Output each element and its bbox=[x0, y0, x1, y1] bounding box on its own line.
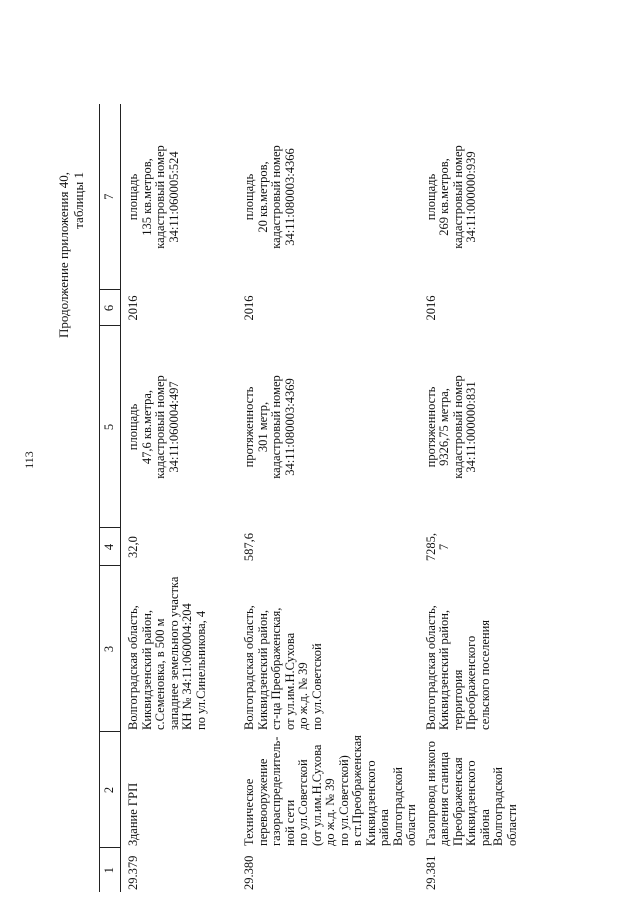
cell-text-line: 135 кв.метров, bbox=[139, 158, 154, 236]
cell-text-line: 34:11:060004:497 bbox=[166, 381, 181, 473]
cell-text-line: 269 кв.метров, bbox=[437, 158, 451, 236]
column-header: 6 bbox=[100, 290, 121, 326]
cell-text-line: до ж.д. № 39 bbox=[296, 662, 310, 730]
land-plot-cell bbox=[419, 104, 539, 290]
cell-text-line: Киквидзенский район, bbox=[437, 609, 451, 730]
table-row bbox=[121, 104, 238, 892]
cell-text-line: Преображенская bbox=[450, 757, 465, 846]
characteristic-cell bbox=[419, 326, 539, 528]
cell-text-line: площадь bbox=[126, 173, 140, 221]
cell-text-line: площадь bbox=[242, 173, 256, 221]
cell-text-line: Техническое bbox=[242, 778, 256, 846]
cell-text-line: в ст.Преображенская bbox=[350, 735, 364, 846]
cell-text-line: Волгоградская область, bbox=[423, 605, 438, 730]
row-number-cell: 29.381 bbox=[423, 855, 438, 890]
year-cell: 2016 bbox=[423, 295, 438, 321]
value-cell: 587,6 bbox=[242, 532, 256, 562]
location-cell bbox=[237, 566, 419, 732]
caption-line-1: Продолжение приложения 40, bbox=[56, 172, 71, 339]
cell-text-line: 301 метр, bbox=[255, 401, 270, 453]
cell-text-line: 47,6 кв.метра, bbox=[139, 389, 154, 465]
land-plot-cell bbox=[237, 104, 419, 290]
object-name-cell bbox=[121, 732, 238, 848]
column-header: 2 bbox=[100, 732, 121, 848]
value-cell: 7285,7 bbox=[423, 532, 451, 562]
column-header: 4 bbox=[100, 528, 121, 566]
object-name-cell bbox=[419, 732, 539, 848]
column-header: 3 bbox=[100, 566, 121, 732]
cell-text-line: кадастровый номер bbox=[153, 375, 167, 479]
caption-line-2: таблицы 1 bbox=[71, 172, 86, 229]
year-cell: 2016 bbox=[126, 295, 140, 321]
row-number-cell: 29.379 bbox=[126, 855, 140, 890]
cell-text-line: Здание ГРП bbox=[126, 782, 140, 846]
table-body bbox=[121, 104, 539, 892]
cell-text-line: 34:11:000000:831 bbox=[464, 381, 478, 473]
cell-text-line: сельского поселения bbox=[477, 619, 492, 730]
cell-text-line: площадь bbox=[423, 173, 438, 221]
cell-text-line: Киквидзенский район, bbox=[255, 609, 270, 730]
location-cell bbox=[419, 566, 539, 732]
cell-text-line: района bbox=[477, 809, 492, 846]
cell-text-line: до ж.д. № 39 bbox=[323, 778, 337, 846]
cell-text-line: кадастровый номер bbox=[450, 145, 465, 249]
cell-text-line: по ул.Советской bbox=[296, 759, 310, 846]
cell-text-line: по ул.Синельникова, 4 bbox=[193, 610, 208, 730]
cell-text-line: 34:11:060005:524 bbox=[166, 151, 181, 243]
cell-text-line: ной сети bbox=[282, 799, 297, 846]
cell-text-line: западнее земельного участка bbox=[166, 576, 181, 730]
table-row bbox=[419, 104, 539, 892]
land-plot-cell bbox=[121, 104, 238, 290]
cell-text-line: Киквидзенского bbox=[464, 760, 478, 846]
rotated-page-content bbox=[50, 100, 600, 900]
row-number-cell: 29.380 bbox=[242, 855, 256, 890]
cell-text-line: кадастровый номер bbox=[153, 145, 167, 249]
location-cell bbox=[121, 566, 238, 732]
cell-text-line: протяженность bbox=[242, 386, 256, 468]
column-header: 5 bbox=[100, 326, 121, 528]
cell-text-line: Газопровод низкого bbox=[423, 740, 438, 846]
cell-text-line: КН № 34:11:060004:204 bbox=[180, 603, 194, 730]
characteristic-cell bbox=[237, 326, 419, 528]
cell-text-line: ст-ца Преображенская, bbox=[269, 607, 283, 730]
object-name-cell bbox=[237, 732, 419, 848]
cell-text-line: 9326,75 метра, bbox=[437, 388, 451, 466]
cell-text-line: 34:11:080003:4366 bbox=[282, 148, 297, 246]
property-table bbox=[99, 104, 539, 892]
cell-text-line: территория bbox=[450, 669, 465, 730]
cell-text-line: района bbox=[377, 809, 391, 846]
cell-text-line: перевооружение bbox=[255, 758, 270, 846]
cell-text-line: Преображенского bbox=[464, 635, 478, 730]
cell-text-line: 34:11:000000:939 bbox=[464, 151, 478, 243]
cell-text-line: кадастровый номер bbox=[269, 145, 283, 249]
cell-text-line: 20 кв.метров, bbox=[255, 161, 270, 233]
table-row bbox=[237, 104, 419, 892]
year-cell: 2016 bbox=[242, 295, 256, 321]
cell-text-line: от ул.им.Н.Сухова bbox=[282, 632, 297, 730]
cell-text-line: Волгоградская область, bbox=[242, 605, 256, 730]
cell-text-line: кадастровый номер bbox=[450, 375, 465, 479]
cell-text-line: 34:11:080003:4369 bbox=[282, 378, 297, 476]
cell-text-line: по ул.Советской bbox=[309, 643, 324, 730]
table-caption bbox=[56, 172, 86, 432]
cell-text-line: с.Семеновка, в 500 м bbox=[153, 618, 167, 730]
column-header: 7 bbox=[100, 104, 121, 290]
cell-text-line: Киквидзенский район, bbox=[139, 609, 154, 730]
cell-text-line: протяженность bbox=[423, 386, 438, 468]
cell-text-line: (от ул.им.Н.Сухова bbox=[309, 744, 324, 846]
cell-text-line: области bbox=[404, 804, 418, 846]
cell-text-line: области bbox=[504, 804, 519, 846]
cell-text-line: Волгоградская область, bbox=[126, 605, 140, 730]
cell-text-line: давления станица bbox=[437, 751, 451, 846]
table-header-row bbox=[100, 104, 121, 892]
page-number: 113 bbox=[22, 451, 36, 469]
characteristic-cell bbox=[121, 326, 238, 528]
value-cell: 32,0 bbox=[126, 536, 140, 558]
cell-text-line: площадь bbox=[126, 403, 140, 451]
cell-text-line: Волгоградской bbox=[390, 767, 405, 846]
cell-text-line: газораспределитель- bbox=[269, 736, 283, 846]
column-header: 1 bbox=[100, 848, 121, 892]
cell-text-line: Киквидзенского bbox=[363, 760, 378, 846]
cell-text-line: кадастровый номер bbox=[269, 375, 283, 479]
cell-text-line: Волгоградской bbox=[491, 767, 505, 846]
cell-text-line: по ул.Советской) bbox=[336, 755, 351, 846]
